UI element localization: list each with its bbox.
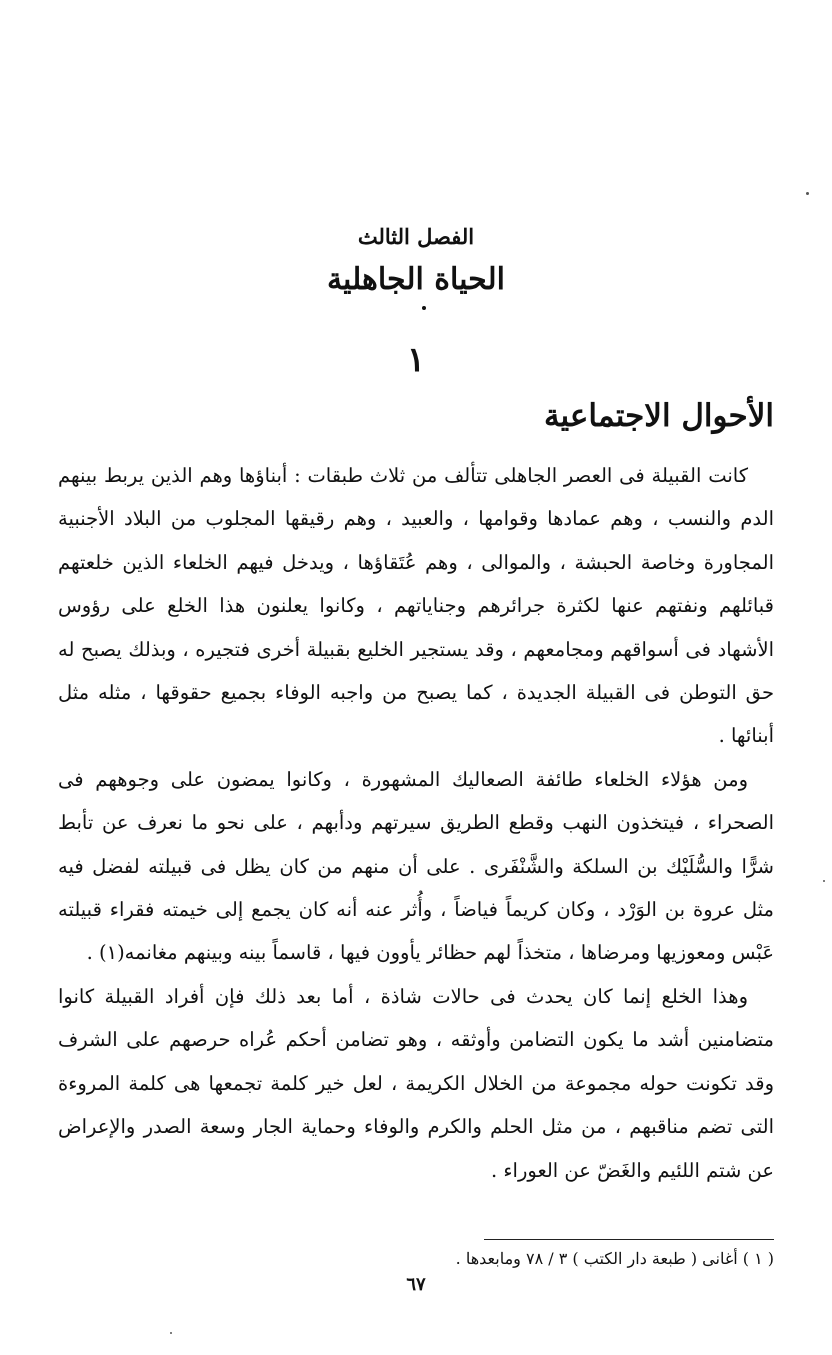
body-text — [58, 454, 774, 1192]
footnote: ( ١ ) أغانى ( طبعة دار الكتب ) ٣ / ٧٨ ومابعدها . — [455, 1249, 774, 1268]
scan-speck — [823, 880, 825, 882]
scan-speck — [806, 192, 809, 195]
footnote-divider — [484, 1239, 774, 1240]
paragraph: وهذا الخلع إنما كان يحدث فى حالات شاذة ، أما بعد ذلك فإن أفراد القبيلة كانوا متضامنين أشد ما يكون التضامن وأوثقه ، وهو تضامن أحكم عُراه حرصهم على الشرف وقد تكونت حوله مجموعة من الخلال الكريمة ، لعل خير كلمة تجمعها هى كلمة المروءة التى تضم مناقبهم ، من مثل الحلم والكرم والوفاء وحماية الجار وسعة الصدر والإعراض عن شتم اللئيم والغَضّ عن العوراء . — [58, 984, 774, 1182]
ornament-dot — [422, 306, 426, 310]
section-heading: الأحوال الاجتماعية — [543, 398, 774, 434]
chapter-title: الحياة الجاهلية — [326, 262, 506, 297]
paragraph: كانت القبيلة فى العصر الجاهلى تتألف من ثلاث طبقات : أبناؤها وهم الذين يربط بينهم الدم والنسب ، وهم عمادها وقوامها ، والعبيد ، وهم رقيقها المجلوب من البلاد الأجنبية المجاورة وخاصة الحبشة ، والموالى ، وهم عُتَقاؤها ، ويدخل فيهم الخلعاء الذين خلعتهم قبائلهم ونفتهم عنها لكثرة جرائرهم وجناياتهم ، وكانوا يعلنون هذا الخلع على رؤوس الأشهاد فى أسواقهم ومجامعهم ، وقد يستجير الخليع بقبيلة أخرى فتجيره ، وبذلك يصبح له حق التوطن فى القبيلة الجديدة ، كما يصبح من واجبه الوفاء بجميع حقوقها ، مثله مثل أبنائها . — [58, 464, 774, 748]
page-number: ٦٧ — [406, 1274, 426, 1295]
paragraph: ومن هؤلاء الخلعاء طائفة الصعاليك المشهورة ، وكانوا يمضون على وجوههم فى الصحراء ، فيتخذون النهب وقطع الطريق سيرتهم ودأبهم ، على نحو ما نعرف عن تأبط شرًّا والسُّلَيْك بن السلكة والشَّنْفَرى . على أن منهم من كان يظل فى قبيلته لفضل فيه مثل عروة بن الوَرْد ، وكان كريماً فياضاً ، وأُثر عنه أنه كان يجمع إلى خيمته فقراء قبيلته عَبْس ومعوزيها ومرضاها ، متخذاً لهم حظائر يأوون فيها ، قاسماً بينه وبينهم مغانمه(١) . — [58, 767, 774, 965]
scan-speck — [170, 1332, 172, 1334]
section-number: ١ — [406, 340, 426, 380]
chapter-label: الفصل الثالث — [357, 224, 475, 249]
